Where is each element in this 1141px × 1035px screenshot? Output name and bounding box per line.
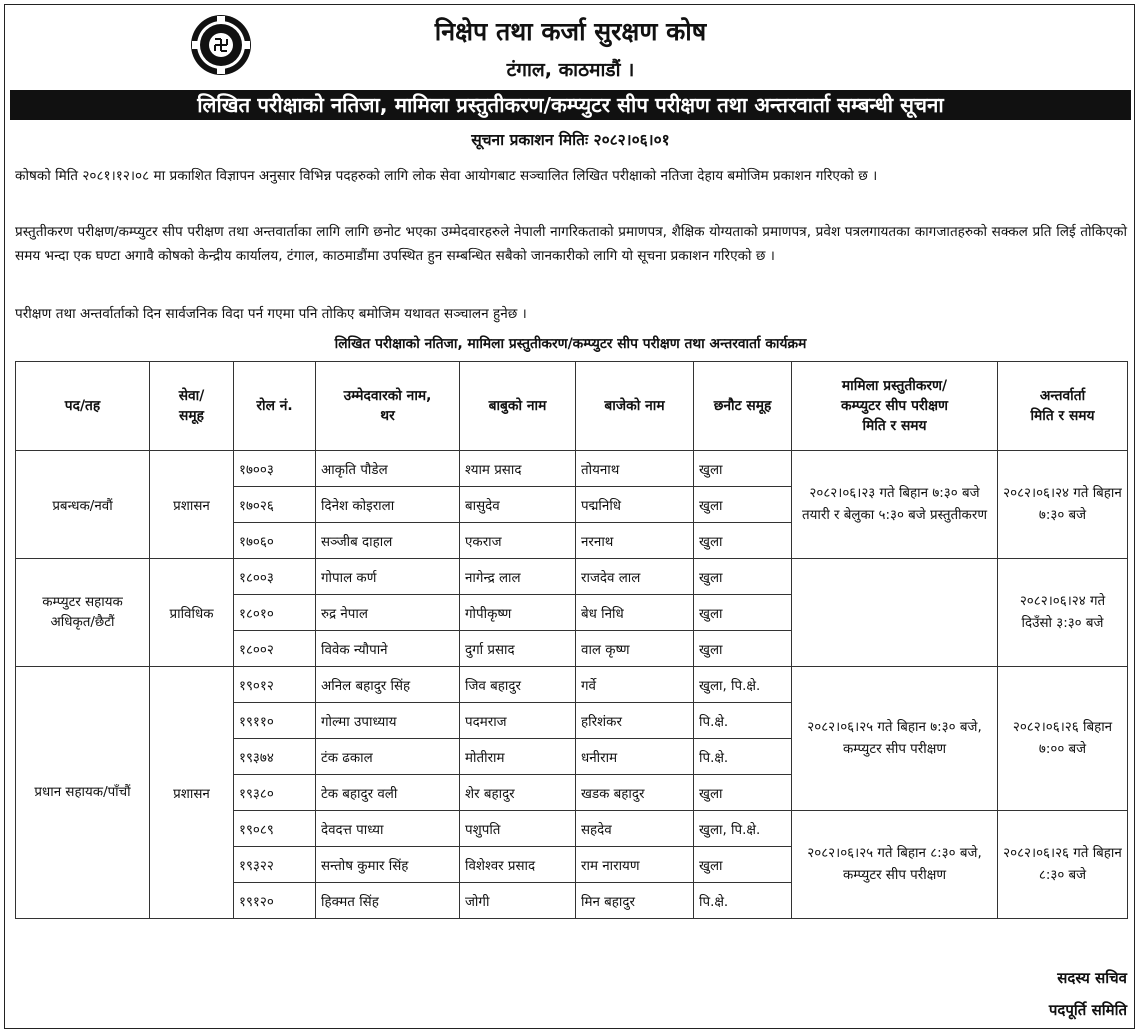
schedule-cell: २०८२।०६।२५ गते बिहान ८:३० बजे, कम्प्युटर सीप परीक्षण <box>792 811 998 919</box>
name-cell: हिक्मत सिंह <box>316 883 460 919</box>
father-cell: जोगी <box>460 883 576 919</box>
organization-address: टंगाल, काठमाडौं । <box>506 59 635 81</box>
group-cell: खुला <box>694 559 792 595</box>
grandfather-cell: राजदेव लाल <box>576 559 694 595</box>
name-cell: टंक ढकाल <box>316 739 460 775</box>
grandfather-cell: हरिशंकर <box>576 703 694 739</box>
post-cell: कम्प्युटर सहायक अधिकृत/छैटौं <box>16 559 150 667</box>
grandfather-cell: खडक बहादुर <box>576 775 694 811</box>
group-cell: खुला <box>694 847 792 883</box>
header-service: सेवा/ समूह <box>150 362 234 451</box>
father-cell: बासुदेव <box>460 487 576 523</box>
name-cell: गोल्मा उपाध्याय <box>316 703 460 739</box>
notice-paragraph-2: प्रस्तुतीकरण परीक्षण/कम्प्युटर सीप परीक्षण तथा अन्तवार्ताका लागि लागि छनोट भएका उम्मेदवारहरुले नेपाली नागरिकताको प्रमाणपत्र, शैक्षिक योग्यताको प्रमाणपत्र, प्रवेश पत्रलगायतका कागजातहरुको सक्कल प्रति लिई तोकिएको समय भन्दा एक घण्टा अगावै कोषको केन्द्रीय कार्यालय, टंगाल, काठमाडौंमा उपस्थित हुन सम्बन्धित सबैको जानकारीको लागि यो सूचना प्रकाशन गरिएको छ । <box>15 224 1127 264</box>
header-father: बाबुको नाम <box>460 362 576 451</box>
grandfather-cell: सहदेव <box>576 811 694 847</box>
schedule-cell: २०८२।०६।२३ गते बिहान ७:३० बजे तयारी र बेलुका ५:३० बजे प्रस्तुतीकरण <box>792 451 998 559</box>
name-cell: सन्तोष कुमार सिंह <box>316 847 460 883</box>
grandfather-cell: मिन बहादुर <box>576 883 694 919</box>
roll-cell: १७०६० <box>234 523 316 559</box>
table-header-row <box>16 362 1128 451</box>
name-cell: सञ्जीब दाहाल <box>316 523 460 559</box>
service-cell: प्रशासन <box>150 667 234 919</box>
roll-cell: १८०१० <box>234 595 316 631</box>
name-cell: आकृति पौडेल <box>316 451 460 487</box>
name-cell: विवेक न्यौपाने <box>316 631 460 667</box>
name-cell: टेक बहादुर वली <box>316 775 460 811</box>
father-cell: दुर्गा प्रसाद <box>460 631 576 667</box>
name-cell: देवदत्त पाध्या <box>316 811 460 847</box>
father-cell: श्याम प्रसाद <box>460 451 576 487</box>
schedule-cell: २०८२।०६।२५ गते बिहान ७:३० बजे, कम्प्युटर सीप परीक्षण <box>792 667 998 811</box>
name-cell: अनिल बहादुर सिंह <box>316 667 460 703</box>
father-cell: पशुपति <box>460 811 576 847</box>
grandfather-cell: नरनाथ <box>576 523 694 559</box>
notice-paragraph-1: कोषको मिति २०८१।१२।०८ मा प्रकाशित विज्ञापन अनुसार विभिन्न पदहरुको लागि लोक सेवा आयोगबाट सञ्चालित लिखित परीक्षाको नतिजा देहाय बमोजिम प्रकाशन गरिएको छ । <box>15 168 878 184</box>
header-interview: अन्तर्वार्ता मिति र समय <box>998 362 1128 451</box>
grandfather-cell: पद्मनिधि <box>576 487 694 523</box>
father-cell: नागेन्द्र लाल <box>460 559 576 595</box>
notice-title-banner: लिखित परीक्षाको नतिजा, मामिला प्रस्तुतीकरण/कम्प्युटर सीप परीक्षण तथा अन्तरवार्ता सम्बन्धी सूचना <box>10 90 1131 120</box>
roll-cell: १७००३ <box>234 451 316 487</box>
name-cell: दिनेश कोइराला <box>316 487 460 523</box>
roll-cell: १८००२ <box>234 631 316 667</box>
header-grandfather: बाजेको नाम <box>576 362 694 451</box>
table-row <box>16 667 1128 703</box>
table-row <box>16 559 1128 595</box>
father-cell: गोपीकृष्ण <box>460 595 576 631</box>
organization-name: निक्षेप तथा कर्जा सुरक्षण कोष <box>434 17 707 46</box>
group-cell: खुला, पि.क्षे. <box>694 811 792 847</box>
header-candidate: उम्मेदवारको नाम, थर <box>316 362 460 451</box>
roll-cell: १८००३ <box>234 559 316 595</box>
father-cell: शेर बहादुर <box>460 775 576 811</box>
group-cell: खुला <box>694 523 792 559</box>
group-cell: पि.क्षे. <box>694 703 792 739</box>
header-roll: रोल नं. <box>234 362 316 451</box>
service-cell: प्रशासन <box>150 451 234 559</box>
interview-cell: २०८२।०६।२४ गते बिहान ७:३० बजे <box>998 451 1128 559</box>
signature-title: सदस्य सचिव <box>1057 969 1127 987</box>
roll-cell: १९३७४ <box>234 739 316 775</box>
group-cell: खुला <box>694 595 792 631</box>
interview-cell: २०८२।०६।२६ बिहान ७:०० बजे <box>998 667 1128 811</box>
post-cell: प्रबन्धक/नवौं <box>16 451 150 559</box>
group-cell: पि.क्षे. <box>694 883 792 919</box>
name-cell: रुद्र नेपाल <box>316 595 460 631</box>
post-cell: प्रधान सहायक/पाँचौं <box>16 667 150 919</box>
grandfather-cell: राम नारायण <box>576 847 694 883</box>
group-cell: खुला <box>694 775 792 811</box>
header-post: पद/तह <box>16 362 150 451</box>
roll-cell: १९११० <box>234 703 316 739</box>
grandfather-cell: गर्वे <box>576 667 694 703</box>
grandfather-cell: तोयनाथ <box>576 451 694 487</box>
roll-cell: १९३८० <box>234 775 316 811</box>
father-cell: एकराज <box>460 523 576 559</box>
group-cell: खुला, पि.क्षे. <box>694 667 792 703</box>
roll-cell: १७०२६ <box>234 487 316 523</box>
table-row <box>16 451 1128 487</box>
father-cell: विशेश्वर प्रसाद <box>460 847 576 883</box>
group-cell: पि.क्षे. <box>694 739 792 775</box>
schedule-cell <box>792 559 998 667</box>
name-cell: गोपाल कर्ण <box>316 559 460 595</box>
signature-committee: पदपूर्ति समिति <box>1048 1001 1127 1019</box>
father-cell: जिव बहादुर <box>460 667 576 703</box>
table-title: लिखित परीक्षाको नतिजा, मामिला प्रस्तुतीकरण/कम्प्युटर सीप परीक्षण तथा अन्तरवार्ता कार्यक्रम <box>334 336 807 352</box>
father-cell: मोतीराम <box>460 739 576 775</box>
grandfather-cell: धनीराम <box>576 739 694 775</box>
grandfather-cell: वाल कृष्ण <box>576 631 694 667</box>
service-cell: प्राविधिक <box>150 559 234 667</box>
results-table <box>15 361 1128 919</box>
group-cell: खुला <box>694 631 792 667</box>
notice-paragraph-3: परीक्षण तथा अन्तर्वार्ताको दिन सार्वजनिक विदा पर्न गएमा पनि तोकिए बमोजिम यथावत सञ्चालन हुनेछ । <box>15 306 527 322</box>
roll-cell: १९३२२ <box>234 847 316 883</box>
roll-cell: १९०८९ <box>234 811 316 847</box>
header-case-presentation: मामिला प्रस्तुतीकरण/ कम्प्युटर सीप परीक्षण मिति र समय <box>792 362 998 451</box>
header-group: छनौट समूह <box>694 362 792 451</box>
interview-cell: २०८२।०६।२४ गते दिउँसो ३:३० बजे <box>998 559 1128 667</box>
grandfather-cell: बेध निधि <box>576 595 694 631</box>
group-cell: खुला <box>694 451 792 487</box>
publish-date: सूचना प्रकाशन मितिः २०८२।०६।०१ <box>471 131 670 149</box>
interview-cell: २०८२।०६।२६ गते बिहान ८:३० बजे <box>998 811 1128 919</box>
roll-cell: १९१२० <box>234 883 316 919</box>
father-cell: पदमराज <box>460 703 576 739</box>
roll-cell: १९०१२ <box>234 667 316 703</box>
group-cell: खुला <box>694 487 792 523</box>
